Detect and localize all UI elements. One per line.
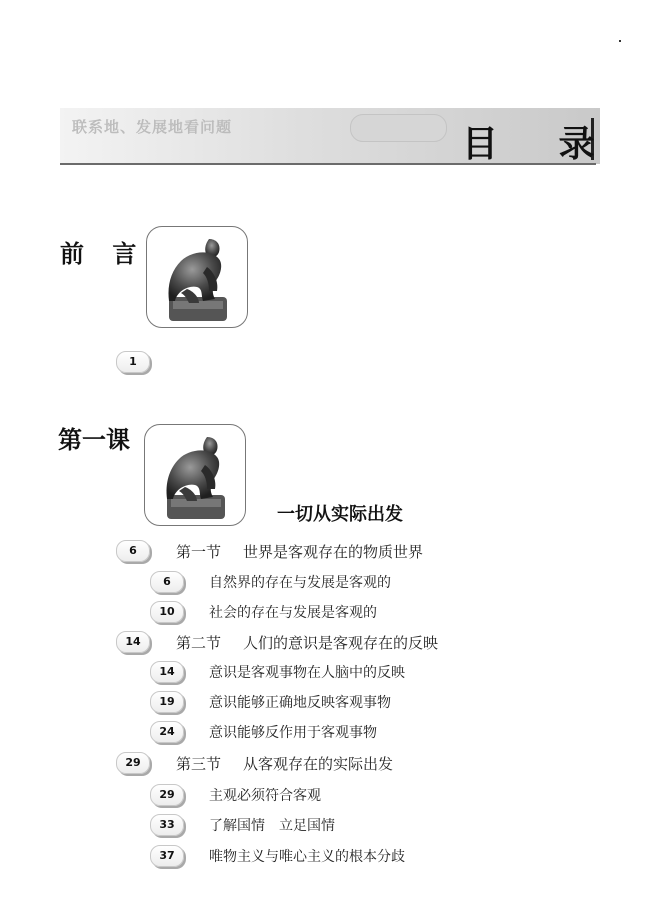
page-number-badge[interactable]: 29	[150, 784, 184, 806]
section-label: 第二节	[176, 634, 222, 652]
page-number-badge[interactable]: 37	[150, 845, 184, 867]
page-number-badge[interactable]: 10	[150, 601, 184, 623]
page-number-badge[interactable]: 33	[150, 814, 184, 836]
toc-item[interactable]: 自然界的存在与发展是客观的	[209, 575, 391, 591]
section-heading: 世界是客观存在的物质世界	[243, 543, 424, 561]
page-number-badge[interactable]: 14	[150, 661, 184, 683]
toc-item[interactable]: 唯物主义与唯心主义的根本分歧	[209, 849, 405, 865]
toc-item[interactable]: 意识是客观事物在人脑中的反映	[209, 665, 405, 681]
header-decoration	[350, 114, 447, 142]
preface-title: 前 言	[60, 240, 147, 268]
toc-item[interactable]: 社会的存在与发展是客观的	[209, 605, 377, 621]
page-number-badge[interactable]: 29	[116, 752, 150, 774]
page-number-badge[interactable]: 1	[116, 351, 150, 373]
page-number-badge[interactable]: 6	[116, 540, 150, 562]
toc-item[interactable]: 主观必须符合客观	[209, 788, 321, 804]
section-heading: 人们的意识是客观存在的反映	[243, 634, 439, 652]
page-number-badge[interactable]: 14	[116, 631, 150, 653]
toc-item[interactable]: 了解国情 立足国情	[209, 818, 335, 834]
header-watermark-text: 联系地、发展地看问题	[72, 118, 233, 136]
page-number-badge[interactable]: 19	[150, 691, 184, 713]
thinker-sculpture-icon	[146, 226, 248, 328]
page-title: 目 录	[462, 123, 619, 165]
section-entry[interactable]	[176, 541, 423, 562]
lesson-title: 第一课	[58, 426, 130, 454]
page-number-badge[interactable]: 24	[150, 721, 184, 743]
section-heading: 从客观存在的实际出发	[243, 755, 394, 773]
section-entry[interactable]	[176, 632, 438, 653]
section-label: 第三节	[176, 755, 222, 773]
thinker-sculpture-icon	[144, 424, 246, 526]
scan-dot	[619, 40, 621, 42]
section-entry[interactable]	[176, 753, 393, 774]
toc-item[interactable]: 意识能够正确地反映客观事物	[209, 695, 391, 711]
page-number-badge[interactable]: 6	[150, 571, 184, 593]
toc-item[interactable]: 意识能够反作用于客观事物	[209, 725, 377, 741]
lesson-subtitle: 一切从实际出发	[277, 504, 403, 525]
section-label: 第一节	[176, 543, 222, 561]
